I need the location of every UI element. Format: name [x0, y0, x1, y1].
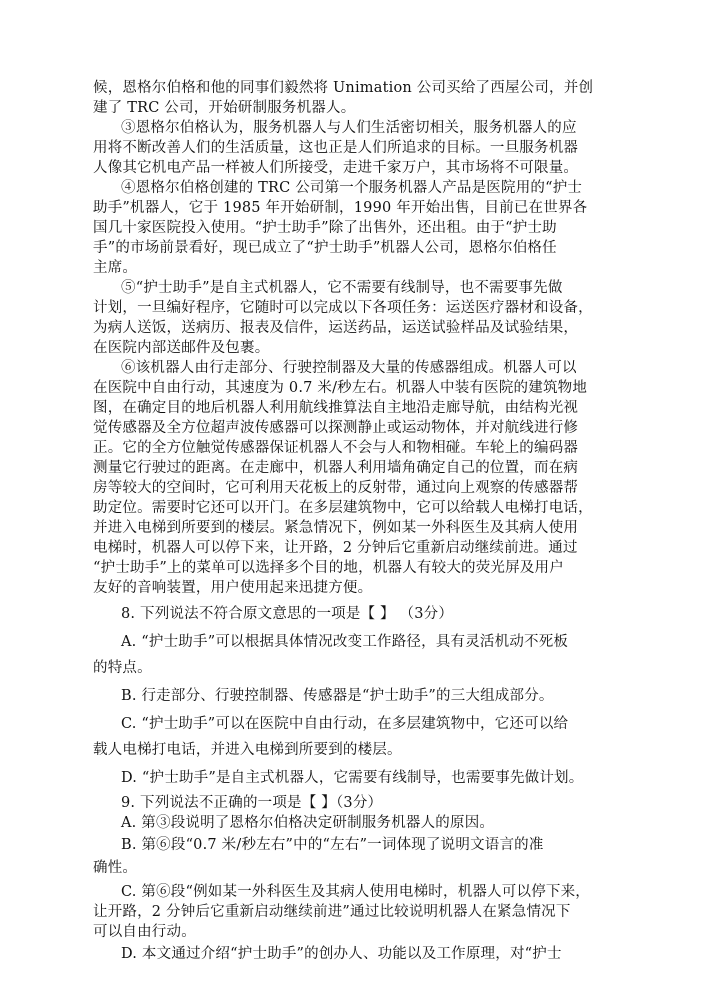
text-line: 房等较大的空间时，它可利用天花板上的反射带，通过向上观察的传感器帮	[93, 480, 579, 496]
text-line: 助手”机器人，它于 1985 年开始研制，1990 年开始出售，目前已在世界各	[93, 200, 588, 216]
text-line: 友好的音响装置，用户使用起来迅捷方便。	[93, 580, 373, 596]
text-line: 手”的市场前景看好，现已成立了“护士助手”机器人公司，恩格尔伯格任	[93, 240, 557, 256]
text-line: 正。它的全方位触觉传感器保证机器人不会与人和物相碰。车轮上的编码器	[93, 440, 579, 456]
text-line: C. 第⑥段“例如某一外科医生及其病人使用电梯时，机器人可以停下来，	[121, 884, 591, 900]
text-line: A. 第③段说明了恩格尔伯格决定研制服务机器人的原因。	[121, 815, 495, 831]
text-line: 电梯时，机器人可以停下来，让开路，2 分钟后它重新启动继续前进。通过	[93, 540, 578, 556]
text-line: ⑤“护士助手”是自主式机器人，它不需要有线制导，也不需要事先做	[121, 280, 563, 296]
text-line: 人像其它机电产品一样被人们所接受，走进千家万户，其市场将不可限量。	[93, 160, 579, 176]
text-line: B. 第⑥段“0.7 米/秒左右”中的“左右”一词体现了说明文语言的准	[121, 837, 544, 853]
text-line: 的特点。	[93, 660, 152, 676]
text-line: 确性。	[93, 860, 138, 876]
text-line: 计划，一旦编好程序，它随时可以完成以下各项任务：运送医疗器材和设备，	[93, 300, 593, 316]
text-line: D. 本文通过介绍“护士助手”的创办人、功能以及工作原理，对“护士	[121, 946, 562, 962]
text-line: 在医院内部送邮件及包裹。	[93, 340, 270, 356]
text-line: “护士助手”上的菜单可以选择多个目的地，机器人有较大的荧光屏及用户	[93, 560, 564, 576]
text-line: 并进入电梯到所要到的楼层。紧急情况下，例如某一外科医生及其病人使用	[93, 520, 579, 536]
text-line: 建了 TRC 公司，开始研制服务机器人。	[93, 100, 356, 116]
text-line: A. “护士助手”可以根据具体情况改变工作路径，具有灵活机动不死板	[121, 634, 569, 650]
text-line: 觉传感器及全方位超声波传感器可以探测静止或运动物体，并对航线进行修	[93, 420, 579, 436]
text-line: 9. 下列说法不正确的一项是【 】（3分）	[121, 795, 383, 811]
text-line: D. “护士助手”是自主式机器人，它需要有线制导，也需要事先做计划。	[121, 770, 584, 786]
text-line: 让开路，2 分钟后它重新启动继续前进”通过比较说明机器人在紧急情况下	[93, 904, 571, 920]
text-line: 图，在确定目的地后机器人利用航线推算法自主地沿走廊导航，由结构光视	[93, 400, 579, 416]
text-line: 载人电梯打电话，并进入电梯到所要到的楼层。	[93, 742, 402, 758]
text-line: ③恩格尔伯格认为，服务机器人与人们生活密切相关，服务机器人的应	[121, 120, 577, 136]
text-line: ⑥该机器人由行走部分、行驶控制器及大量的传感器组成。机器人可以	[121, 360, 577, 376]
text-line: 用将不断改善人们的生活质量，这也正是人们所追求的目标。一旦服务机器	[93, 140, 579, 156]
text-line: 在医院中自由行动，其速度为 0.7 米/秒左右。机器人中装有医院的建筑物地	[93, 380, 588, 396]
text-line: 8. 下列说法不符合原文意思的一项是【 】 （3分）	[121, 606, 454, 622]
text-line: 可以自由行动。	[93, 924, 196, 940]
text-line: 候，恩格尔伯格和他的同事们毅然将 Unimation 公司买给了西屋公司，并创	[93, 80, 594, 96]
text-line: C. “护士助手”可以在医院中自由行动，在多层建筑物中，它还可以给	[121, 716, 569, 732]
text-line: 为病人送饭，送病历、报表及信件，运送药品，运送试验样品及试验结果，	[93, 320, 579, 336]
text-line: 助定位。需要时它还可以开门。在多层建筑物中，它可以给载人电梯打电话，	[93, 500, 593, 516]
text-line: 主席。	[93, 260, 138, 276]
text-line: B. 行走部分、行驶控制器、传感器是“护士助手”的三大组成部分。	[121, 688, 554, 704]
text-line: 测量它行驶过的距离。在走廊中，机器人利用墙角确定自己的位置，而在病	[93, 460, 579, 476]
text-line: 国几十家医院投入使用。“护士助手”除了出售外，还出租。由于“护士助	[93, 220, 557, 236]
text-line: ④恩格尔伯格创建的 TRC 公司第一个服务机器人产品是医院用的“护士	[121, 180, 583, 196]
